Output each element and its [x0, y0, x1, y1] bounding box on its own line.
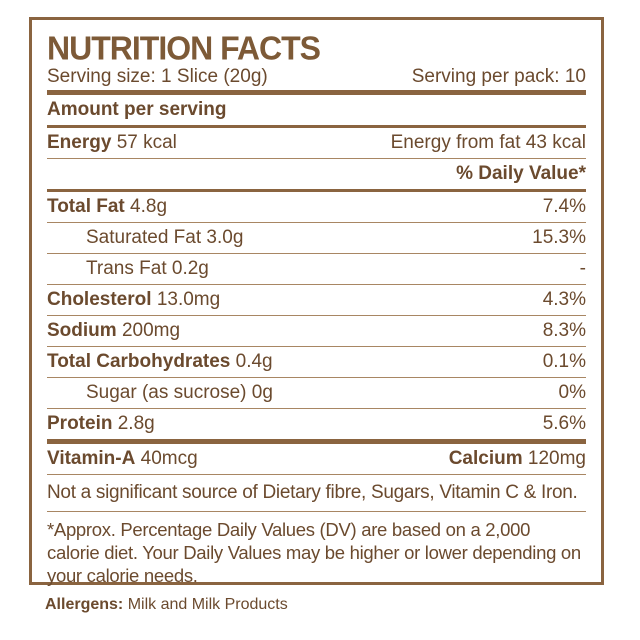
nutrient-amount: 13.0mg [156, 289, 221, 310]
energy-cell [47, 132, 177, 154]
nutrient-cell [47, 196, 167, 218]
nutrient-row [47, 223, 586, 253]
allergens-label: Allergens: [45, 596, 124, 613]
serving-row [47, 66, 586, 90]
allergens-value: Milk and Milk Products [127, 596, 288, 613]
nutrient-amount: 4.8g [130, 196, 168, 217]
nutrient-row [47, 378, 586, 408]
servings-per-pack: Serving per pack: 10 [411, 66, 586, 87]
vitamin-a-value: 40mcg [140, 448, 198, 469]
nutrient-label: Trans Fat 0.2g [86, 258, 209, 279]
nutrient-amount: 200mg [121, 320, 181, 341]
energy-value: 57 kcal [116, 132, 177, 153]
calcium-label: Calcium [448, 448, 523, 469]
nutrient-label: Total Carbohydrates [47, 351, 231, 372]
nutrient-dv: 15.3% [532, 227, 586, 248]
nutrient-dv: 7.4% [542, 196, 586, 217]
panel-title: NUTRITION FACTS [47, 28, 320, 67]
nutrient-amount: 2.8g [117, 413, 155, 434]
daily-value-footnote: *Approx. Percentage Daily Values (DV) are based on a 2,000 calorie diet. Your Daily Values may be higher or lower depending on your calorie needs. [47, 519, 581, 586]
nutrient-dv: 0% [558, 382, 586, 403]
daily-value-header-row [47, 159, 586, 189]
nutrient-amount: 0.4g [235, 351, 273, 372]
allergens-line [45, 596, 288, 614]
nutrient-dv: 0.1% [542, 351, 586, 372]
energy-label: Energy [47, 132, 112, 153]
vitamins-row [47, 444, 586, 474]
nutrient-row [47, 285, 586, 315]
nutrient-label: Sugar (as sucrose) 0g [86, 382, 273, 403]
nutrient-label: Total Fat [47, 196, 125, 217]
calcium-cell [449, 448, 586, 470]
nutrient-cell [47, 413, 155, 435]
nutrient-label: Sodium [47, 320, 117, 341]
serving-size: Serving size: 1 Slice (20g) [47, 66, 268, 87]
nutrient-dv: 4.3% [542, 289, 586, 310]
significance-note: Not a significant source of Dietary fibre, Sugars, Vitamin C & Iron. [47, 482, 578, 503]
nutrient-dv: - [579, 258, 586, 279]
energy-from-fat: Energy from fat 43 kcal [390, 132, 586, 153]
nutrient-dv: 5.6% [542, 413, 586, 434]
nutrient-row [47, 347, 586, 377]
nutrient-row [47, 409, 586, 439]
nutrient-row [47, 254, 586, 284]
nutrient-label: Cholesterol [47, 289, 152, 310]
nutrient-label: Saturated Fat 3.0g [86, 227, 244, 248]
nutrient-cell [47, 320, 180, 342]
energy-row [47, 128, 586, 158]
amount-per-serving-label: Amount per serving [47, 99, 227, 120]
daily-value-header: % Daily Value* [456, 163, 586, 184]
nutrient-cell [47, 351, 273, 373]
vitamin-a-label: Vitamin-A [47, 448, 136, 469]
nutrition-facts-panel [29, 17, 604, 585]
nutrient-dv: 8.3% [542, 320, 586, 341]
calcium-value: 120mg [527, 448, 586, 469]
nutrient-row [47, 316, 586, 346]
amount-per-serving-row [47, 95, 586, 125]
nutrient-row [47, 192, 586, 222]
vitamin-a-cell [47, 448, 198, 470]
nutrient-label: Protein [47, 413, 113, 434]
nutrient-cell [47, 289, 220, 311]
